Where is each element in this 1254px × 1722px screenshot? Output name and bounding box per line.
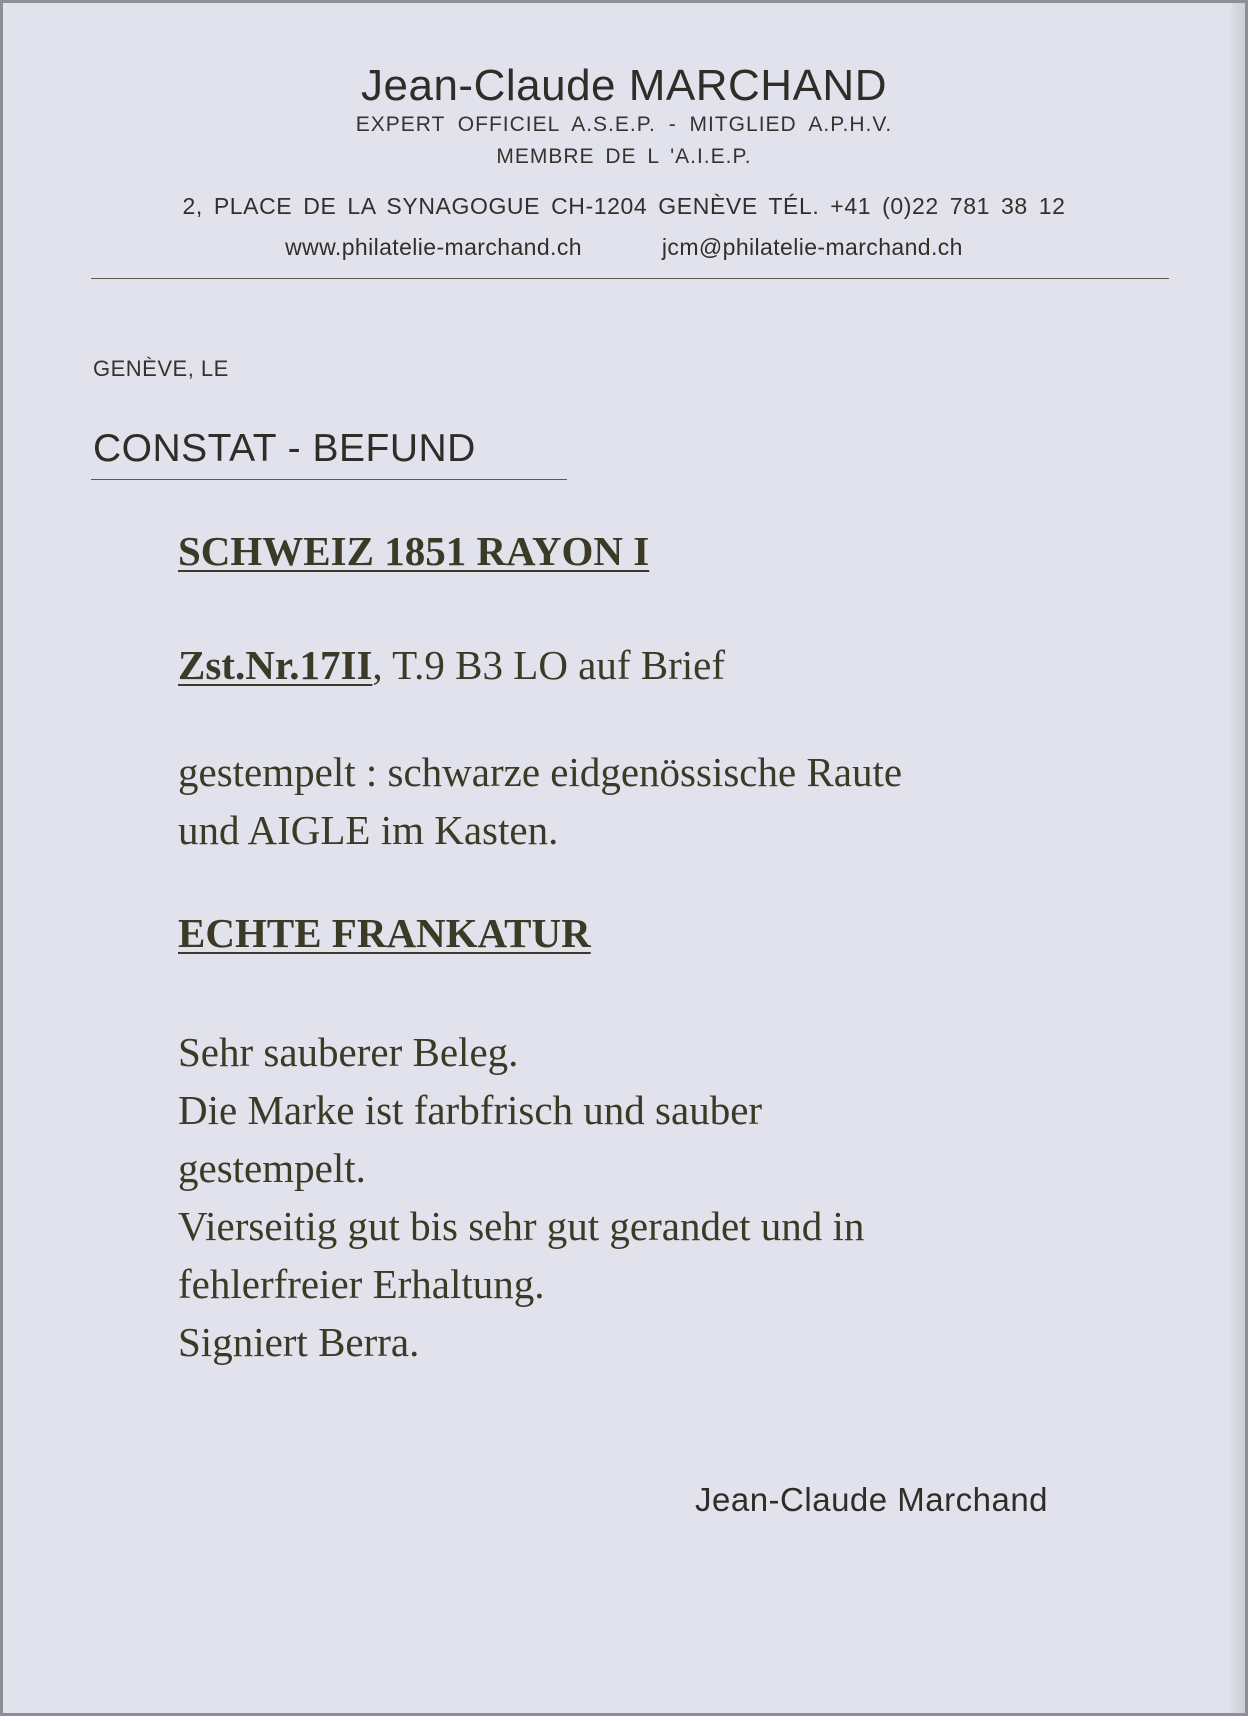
certificate-subject: SCHWEIZ 1851 RAYON I	[178, 528, 650, 574]
catalog-number: Zst.Nr.17II	[178, 642, 373, 688]
document-title: CONSTAT - BEFUND	[93, 427, 476, 470]
condition-remarks	[178, 1023, 864, 1371]
cancellation-line: und AIGLE im Kasten.	[178, 807, 559, 853]
catalog-reference	[178, 641, 725, 689]
remark-line: Die Marke ist farbfrisch und sauber	[178, 1087, 763, 1133]
header-divider	[91, 278, 1169, 279]
website-link[interactable]: www.philatelie-marchand.ch	[285, 234, 582, 260]
contact-line	[3, 234, 1245, 261]
expert-name: Jean-Claude MARCHAND	[361, 61, 887, 110]
email-link[interactable]: jcm@philatelie-marchand.ch	[661, 234, 963, 260]
remark-line: Signiert Berra.	[178, 1319, 420, 1365]
remark-line: Sehr sauberer Beleg.	[178, 1029, 519, 1075]
place-date: GENÈVE, LE	[93, 356, 229, 381]
cancellation-description	[178, 743, 902, 859]
expert-credentials: EXPERT OFFICIEL A.S.E.P. - MITGLIED A.P.H.V.	[355, 113, 893, 136]
expert-address: 2, PLACE DE LA SYNAGOGUE CH-1204 GENÈVE TÉL. +41 (0)22 781 38 12	[182, 193, 1066, 219]
expert-membership: MEMBRE DE L 'A.I.E.P.	[496, 145, 752, 168]
catalog-detail: , T.9 B3 LO auf Brief	[372, 642, 726, 688]
remark-line: Vierseitig gut bis sehr gut gerandet und in	[178, 1203, 865, 1249]
remark-line: fehlerfreier Erhaltung.	[178, 1261, 545, 1307]
title-underline	[91, 479, 567, 480]
expert-signature: Jean-Claude Marchand	[695, 1481, 1049, 1518]
cancellation-line: gestempelt : schwarze eidgenössische Raute	[178, 749, 903, 795]
remark-line: gestempelt.	[178, 1145, 366, 1191]
certificate-verdict: ECHTE FRANKATUR	[178, 910, 591, 956]
